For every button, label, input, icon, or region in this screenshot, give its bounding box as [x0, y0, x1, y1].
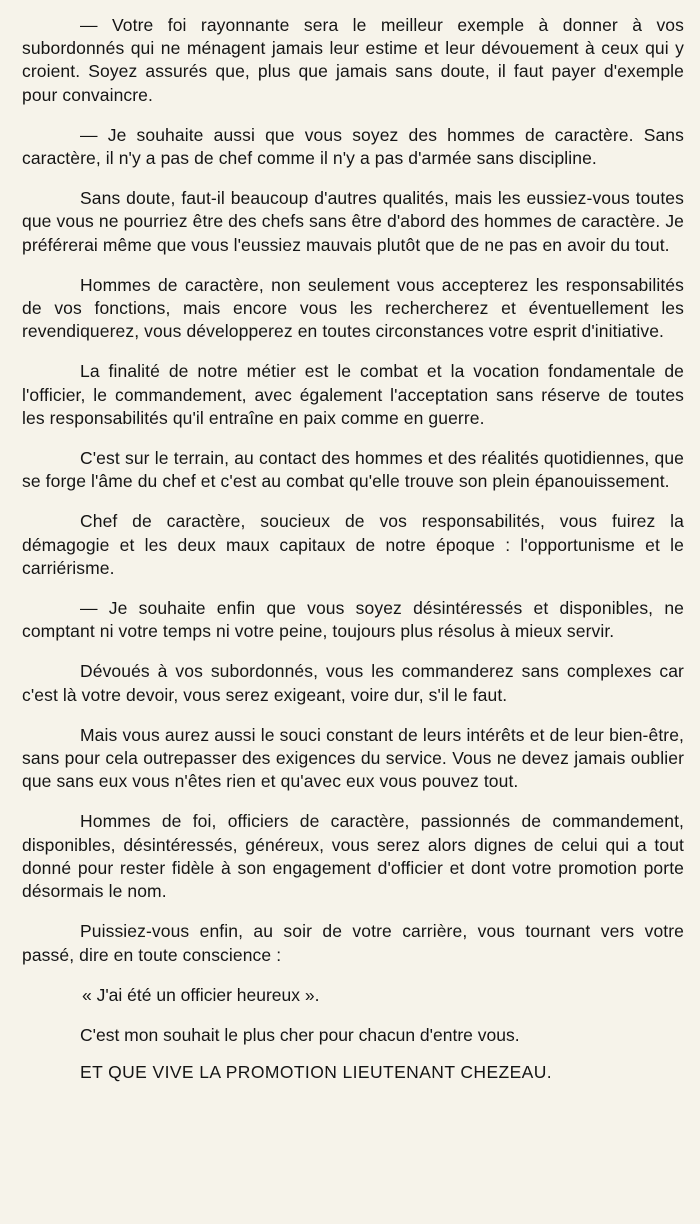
paragraph-9: Dévoués à vos subordonnés, vous les commanderez sans complexes car c'est là votre devoir, vous serez exigeant, voire dur, s'il le faut.	[22, 661, 684, 705]
paragraph-5: La finalité de notre métier est le combat et la vocation fondamentale de l'officier, le commandement, avec également l'acceptation sans réserve de toutes les responsabilités qu'il entraîne en paix comme en guerre.	[22, 361, 684, 428]
paragraph-4: Hommes de caractère, non seulement vous accepterez les responsabilités de vos fonctions, mais encore vous les rechercherez et éventuellement les revendiquerez, vous développerez en toutes circonstances votre esprit d'initiative.	[22, 274, 684, 342]
paragraph-10: Mais vous aurez aussi le souci constant de leurs intérêts et de leur bien-être, sans pour cela outrepasser des exigences du service. Vous ne devez jamais oublier que sans eux vous n'êtes rien et qu'avec eux vous pouvez tout.	[22, 724, 684, 792]
final-line: ET QUE VIVE LA PROMOTION LIEUTENANT CHEZEAU.	[80, 1062, 553, 1083]
paragraph-8: — Je souhaite enfin que vous soyez désintéressés et disponibles, ne comptant ni votre temps ni votre peine, toujours plus résolus à mieux servir.	[22, 598, 684, 642]
quote-line: « J'ai été un officier heureux ».	[82, 984, 320, 1005]
closing-wish: C'est mon souhait le plus cher pour chacun d'entre vous.	[80, 1024, 520, 1045]
paragraph-7: Chef de caractère, soucieux de vos responsabilités, vous fuirez la démagogie et les deux maux capitaux de notre époque : l'opportunisme et le carriérisme.	[22, 511, 684, 578]
paragraph-12: Puissiez-vous enfin, au soir de votre carrière, vous tournant vers votre passé, dire en toute conscience :	[22, 921, 684, 965]
paragraph-1: — Votre foi rayonnante sera le meilleur exemple à donner à vos subordonnés qui ne ménagent jamais leur estime et leur dévouement à ceux qui y croient. Soyez assurés que, plus que jamais sans doute, il faut payer d'exemple pour convaincre.	[22, 15, 684, 105]
paragraph-11: Hommes de foi, officiers de caractère, passionnés de commandement, disponibles, désintéressés, généreux, vous serez alors dignes de celui qui a tout donné pour rester fidèle à son engagement d'officier et dont votre promotion porte désormais le nom.	[22, 811, 684, 902]
paragraph-3: Sans doute, faut-il beaucoup d'autres qualités, mais les eussiez-vous toutes que vous ne pourriez être des chefs sans être d'abord des hommes de caractère. Je préférerai même que vous l'eussiez mauvais plutôt que de ne pas en avoir du tout.	[22, 188, 684, 255]
paragraph-2: — Je souhaite aussi que vous soyez des hommes de caractère. Sans caractère, il n'y a pas de chef comme il n'y a pas d'armée sans discipline.	[22, 124, 684, 169]
paragraph-6: C'est sur le terrain, au contact des hommes et des réalités quotidiennes, que se forge l'âme du chef et c'est au combat qu'elle trouve son plein épanouissement.	[22, 448, 684, 492]
